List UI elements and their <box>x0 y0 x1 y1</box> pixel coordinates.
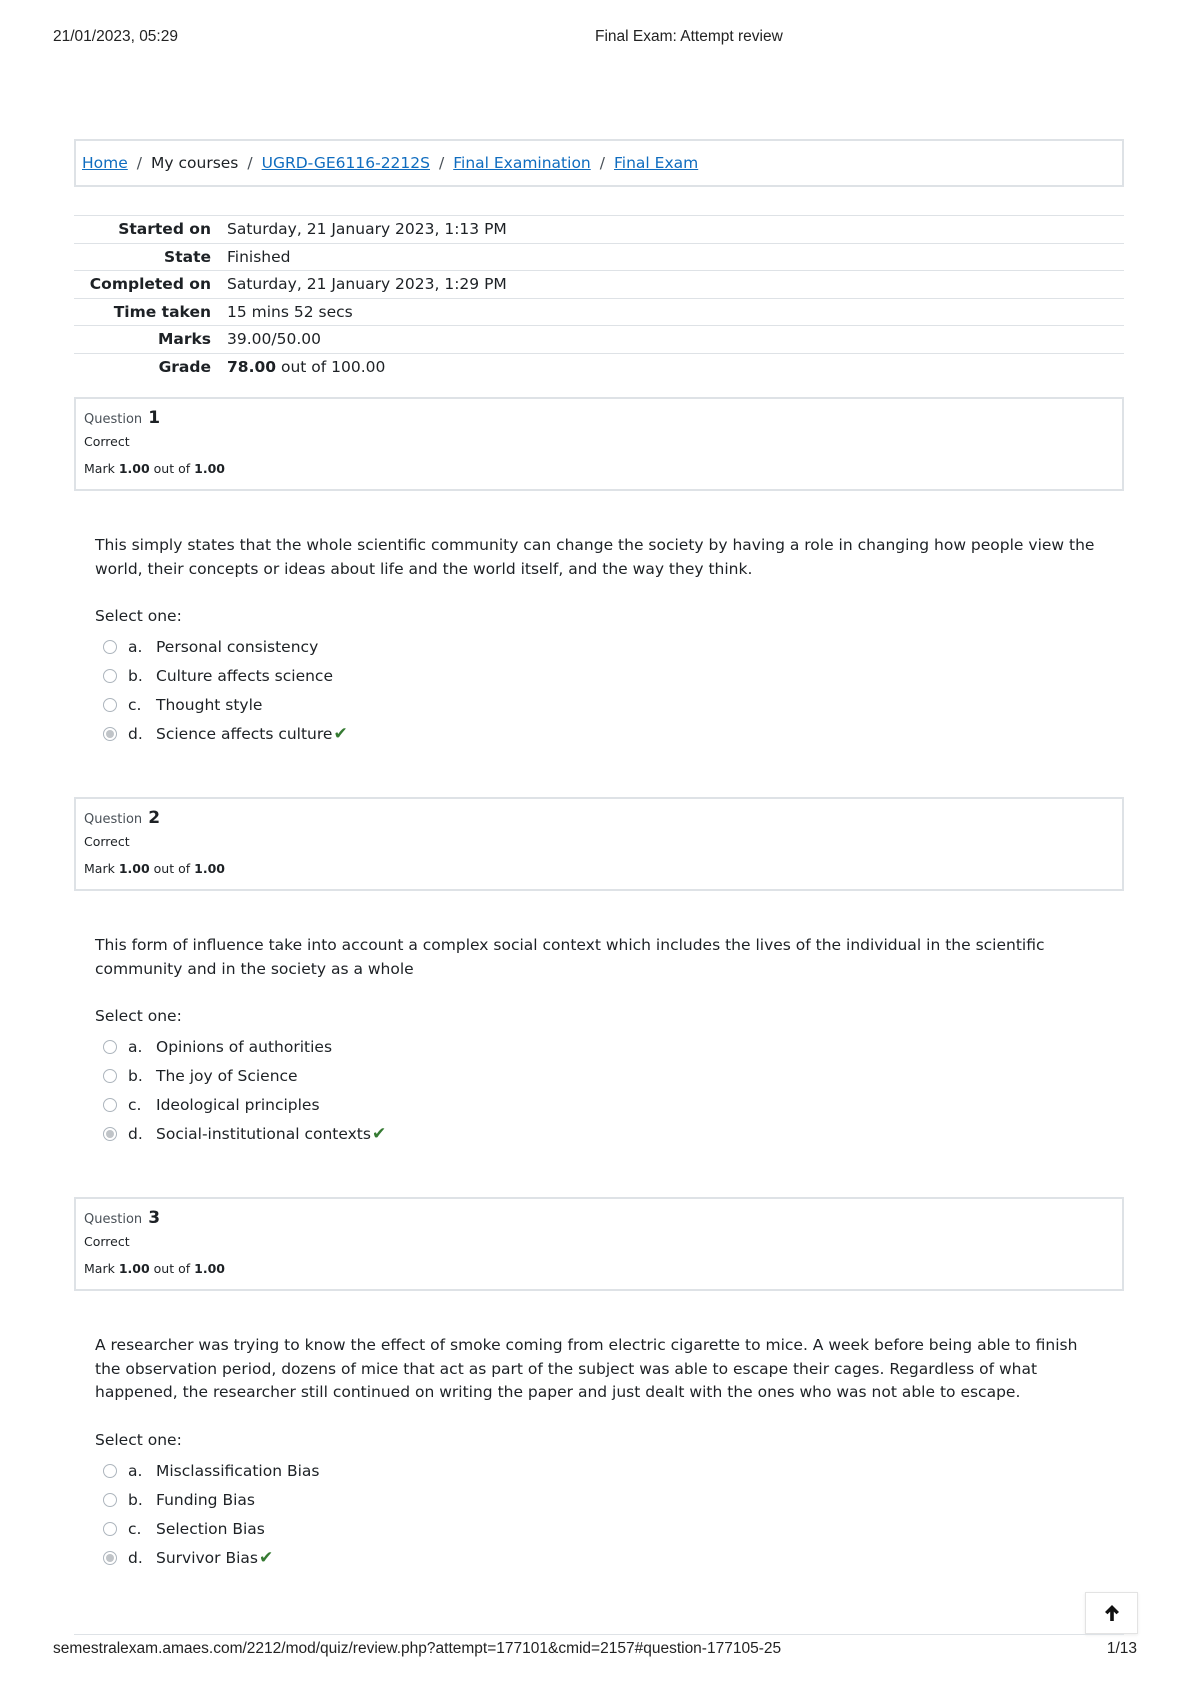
answer-list-2 <box>103 1032 703 1148</box>
checkmark-icon: ✔ <box>371 1123 387 1144</box>
print-url: semestralexam.amaes.com/2212/mod/quiz/review.php?attempt=177101&cmid=2157#question-177105-25 <box>53 1640 782 1657</box>
print-page-number: 1/13 <box>1106 1640 1137 1657</box>
radio-button[interactable] <box>103 1040 117 1054</box>
answer-option[interactable]: a. Personal consistency <box>103 632 703 661</box>
summary-label: Marks <box>74 326 227 354</box>
grade-value: 78.00 <box>227 358 277 376</box>
question-state: Correct <box>84 834 130 849</box>
question-text-2: This form of influence take into account a complex social context which includes the lives of the individual in the scientific community and in the society as a whole <box>95 936 1045 978</box>
answer-option-selected[interactable]: d. Survivor Bias ✔ <box>103 1543 703 1572</box>
summary-value: Finished <box>227 243 1124 271</box>
answer-option[interactable]: a. Misclassification Bias <box>103 1456 703 1485</box>
breadcrumb <box>74 139 1124 187</box>
answer-option[interactable]: c. Selection Bias <box>103 1514 703 1543</box>
summary-label: Completed on <box>74 271 227 299</box>
question-state: Correct <box>84 1234 130 1249</box>
summary-row-completed <box>74 271 1124 299</box>
summary-label: State <box>74 243 227 271</box>
question-info-3 <box>74 1197 1124 1291</box>
print-title: Final Exam: Attempt review <box>595 28 783 45</box>
grade-out-of: out of 100.00 <box>276 358 386 376</box>
back-to-top-button[interactable] <box>1085 1592 1138 1634</box>
summary-row-grade <box>74 353 1124 381</box>
summary-value: 39.00/50.00 <box>227 326 1124 354</box>
select-one-label: Select one: <box>95 1007 182 1025</box>
breadcrumb-final-exam[interactable]: Final Exam <box>614 154 699 172</box>
summary-row-started <box>74 216 1124 244</box>
radio-button-checked[interactable] <box>103 1127 117 1141</box>
attempt-summary-table <box>74 215 1124 381</box>
summary-value <box>227 353 1124 381</box>
breadcrumb-separator: / <box>438 154 445 172</box>
answer-option-selected[interactable]: d. Science affects culture ✔ <box>103 719 703 748</box>
summary-value: Saturday, 21 January 2023, 1:13 PM <box>227 216 1124 244</box>
question-label: Question <box>84 412 143 427</box>
summary-row-marks <box>74 326 1124 354</box>
arrow-up-icon <box>1104 1604 1120 1622</box>
question-text-3: A researcher was trying to know the effect of smoke coming from electric cigarette to mice. A week before being able to finish the observation period, dozens of mice that act as part of the subject was able to escape their cages. Regardless of what happened, the researcher still continued on writing the paper and just dealt with the ones who was not able to escape. <box>95 1336 1078 1401</box>
radio-button-checked[interactable] <box>103 1551 117 1565</box>
radio-button[interactable] <box>103 698 117 712</box>
summary-label: Grade <box>74 353 227 381</box>
breadcrumb-separator: / <box>599 154 605 172</box>
breadcrumb-home[interactable]: Home <box>82 154 128 172</box>
footer-divider <box>74 1634 1124 1635</box>
summary-value: 15 mins 52 secs <box>227 298 1124 326</box>
answer-list-1 <box>103 632 703 748</box>
answer-option[interactable]: b. Culture affects science <box>103 661 703 690</box>
summary-value: Saturday, 21 January 2023, 1:29 PM <box>227 271 1124 299</box>
question-mark: Mark 1.00 out of 1.00 <box>84 461 225 476</box>
select-one-label: Select one: <box>95 1431 182 1449</box>
summary-label: Started on <box>74 216 227 244</box>
print-footer <box>53 1640 1137 1660</box>
answer-list-3 <box>103 1456 703 1572</box>
print-header <box>53 28 1137 48</box>
question-number: 1 <box>148 408 161 428</box>
breadcrumb-final-examination[interactable]: Final Examination <box>453 154 591 172</box>
radio-button-checked[interactable] <box>103 727 117 741</box>
question-label: Question <box>84 812 143 827</box>
breadcrumb-course[interactable]: UGRD-GE6116-2212S <box>261 154 430 172</box>
question-mark: Mark 1.00 out of 1.00 <box>84 861 225 876</box>
answer-option[interactable]: b. The joy of Science <box>103 1061 703 1090</box>
radio-button[interactable] <box>103 1464 117 1478</box>
radio-button[interactable] <box>103 669 117 683</box>
question-number: 2 <box>148 808 161 828</box>
answer-option[interactable]: a. Opinions of authorities <box>103 1032 703 1061</box>
radio-button[interactable] <box>103 640 117 654</box>
question-mark: Mark 1.00 out of 1.00 <box>84 1261 225 1276</box>
select-one-label: Select one: <box>95 607 182 625</box>
radio-button[interactable] <box>103 1522 117 1536</box>
breadcrumb-separator: / <box>247 154 253 172</box>
breadcrumb-my-courses: My courses <box>151 154 239 172</box>
question-state: Correct <box>84 434 130 449</box>
radio-button[interactable] <box>103 1069 117 1083</box>
question-label: Question <box>84 1212 143 1227</box>
print-datetime: 21/01/2023, 05:29 <box>53 28 178 45</box>
question-info-2 <box>74 797 1124 891</box>
answer-option-selected[interactable]: d. Social-institutional contexts ✔ <box>103 1119 703 1148</box>
checkmark-icon: ✔ <box>258 1547 274 1568</box>
question-number: 3 <box>148 1208 161 1228</box>
answer-option[interactable]: c. Ideological principles <box>103 1090 703 1119</box>
answer-option[interactable]: b. Funding Bias <box>103 1485 703 1514</box>
checkmark-icon: ✔ <box>333 723 348 744</box>
breadcrumb-separator: / <box>136 154 143 172</box>
question-text-1: This simply states that the whole scientific community can change the society by having a role in changing how people view the world, their concepts or ideas about life and the world itself, and the way they think. <box>95 536 1095 578</box>
summary-row-state <box>74 243 1124 271</box>
summary-label: Time taken <box>74 298 227 326</box>
radio-button[interactable] <box>103 1493 117 1507</box>
question-info-1 <box>74 397 1124 491</box>
summary-row-time-taken <box>74 298 1124 326</box>
answer-option[interactable]: c. Thought style <box>103 690 703 719</box>
radio-button[interactable] <box>103 1098 117 1112</box>
